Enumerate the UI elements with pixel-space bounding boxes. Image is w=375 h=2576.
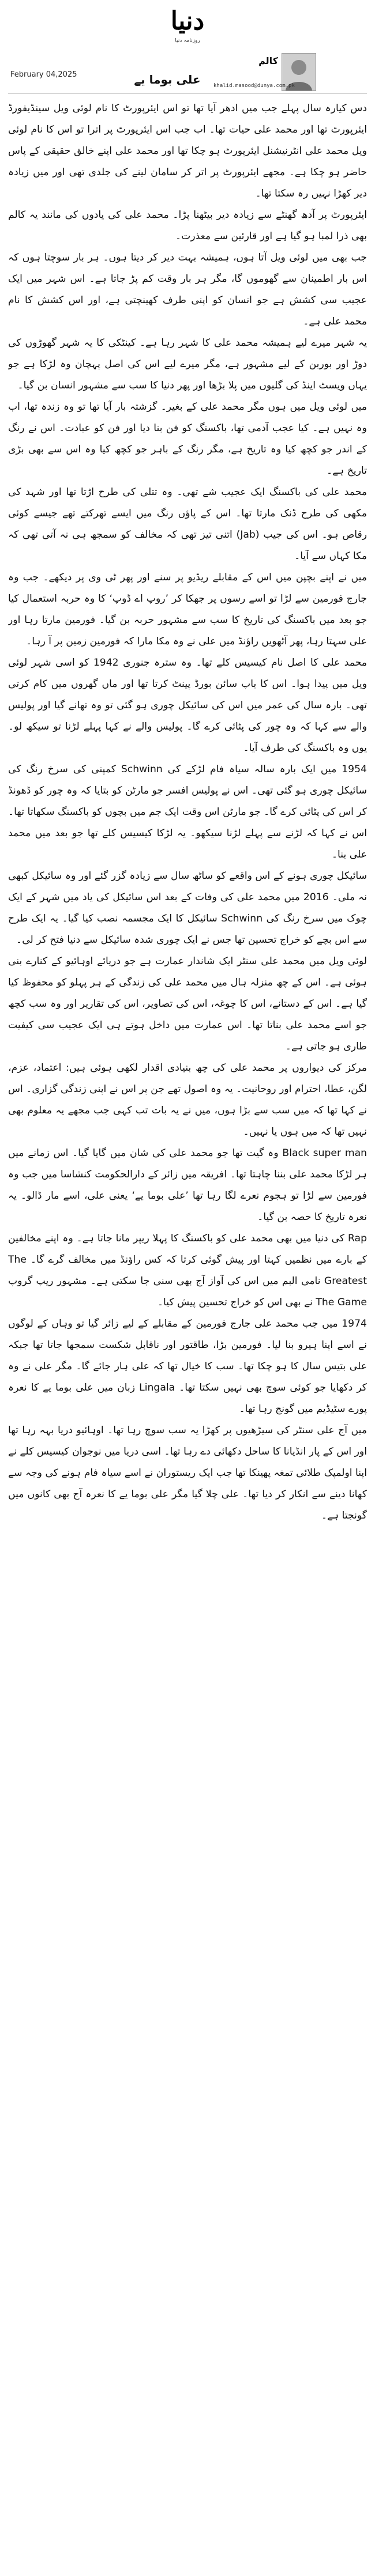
publish-date: February 04,2025	[10, 70, 77, 79]
paragraph: 1954 میں ایک بارہ سالہ سیاہ فام لڑکے کی Schwinn کمپنی کی سرخ رنگ کی سائیکل چوری ہو گئی تھی۔ اس نے پولیس افسر جو مارٹن کو بتایا کہ وہ چور کو ڈھونڈ کر اس کی پٹائی کرے گا۔ جو مارٹن اس وقت ایک جم میں بچوں کو باکسنگ سکھاتا تھا۔ اس نے کہا کہ لڑنے سے پہلے لڑنا سیکھو۔ یہ لڑکا کیسیس کلے تھا جو بعد میں محمد علی بنا۔	[8, 764, 367, 860]
logo-tagline: روزنامہ دنیا	[175, 38, 200, 44]
paragraph: دس کیارہ سال پہلے جب میں ادھر آیا تھا تو اس ایئرپورٹ کا نام لوئی ویل سینڈیفورڈ ایئرپورٹ تھا اور محمد علی حیات تھا۔ اب جب اس ایئرپورٹ پر اترا تو اس کا نام لوئی ویل محمد علی انٹرنیشنل ایئرپورٹ ہو چکا تھا اور محمد علی اپنے خالق حقیقی کے پاس حاضر ہو چکا ہے۔ مجھے ایئرپورٹ پر اتر کر سامان لینے کی جلدی تھی اور میں زیادہ دیر کھڑا نہیں رہ سکتا تھا۔	[8, 103, 367, 199]
paragraph: Rap کی دنیا میں بھی محمد علی کو باکسنگ کا پہلا ریپر مانا جاتا ہے۔ وہ اپنے مخالفین کے بارے میں نظمیں کہتا اور پیش گوئی کرتا کہ کس راؤنڈ میں مخالف گرے گا۔ The Greatest نامی البم میں اس کی آواز آج بھی سنی جا سکتی ہے۔ مشہور ریپ گروپ The Game نے بھی اس کو خراج تحسین پیش کیا۔	[8, 1233, 367, 1308]
paragraph: محمد علی کی باکسنگ ایک عجیب شے تھی۔ وہ تتلی کی طرح اڑتا تھا اور شہد کی مکھی کی طرح ڈنک مارتا تھا۔ اس کے پاؤں رنگ میں ایسے تھرکتے تھے جیسے کوئی رقاص ہو۔ اس کی جیب (Jab) اتنی تیز تھی کہ مخالف کو سمجھ ہی نہ آتی تھی کہ مکا کہاں سے آیا۔	[8, 486, 367, 562]
paragraph: یہ شہر میرے لیے ہمیشہ محمد علی کا شہر رہا ہے۔ کینٹکی کا یہ شہر گھوڑوں کی دوڑ اور بوربن کے لیے مشہور ہے، مگر میرے لیے اس کی اصل پہچان وہ لڑکا ہے جو یہاں ویسٹ اینڈ کی گلیوں میں پلا بڑھا اور پھر دنیا کا سب سے مشہور انسان بن گیا۔	[8, 337, 367, 391]
paragraph: مرکز کی دیواروں پر محمد علی کی چھ بنیادی اقدار لکھی ہوئی ہیں: اعتماد، عزم، لگن، عطا، احترام اور روحانیت۔ یہ وہ اصول تھے جن پر اس نے اپنی زندگی گزاری۔ اس نے کہا تھا کہ میں سب سے بڑا ہوں، میں نے یہ بات تب کہی جب مجھے یہ معلوم بھی نہیں تھا کہ میں ہوں یا نہیں۔	[8, 1062, 367, 1138]
paragraph: محمد علی کا اصل نام کیسیس کلے تھا۔ وہ سترہ جنوری 1942 کو اسی شہر لوئی ویل میں پیدا ہوا۔ اس کا باپ سائن بورڈ پینٹ کرتا تھا اور ماں گھروں میں کام کرتی تھی۔ بارہ سال کی عمر میں اس کی سائیکل چوری ہو گئی تو وہ تھانے گیا اور پولیس والے سے کہا کہ وہ چور کی پٹائی کرے گا۔ پولیس والے نے کہا پہلے لڑنا تو سیکھ لو۔ یوں وہ باکسنگ کی طرف آیا۔	[8, 657, 367, 754]
newspaper-logo	[156, 3, 219, 44]
columnist-email: khalid.masood@dunya.com.pk	[213, 83, 295, 89]
header-divider	[8, 93, 367, 94]
paragraph: میں لوئی ویل میں ہوں مگر محمد علی کے بغیر۔ گزشتہ بار آیا تھا تو وہ زندہ تھا، اب وہ نہیں ہے۔ کیا عجب آدمی تھا، باکسنگ کو فن بنا دیا اور فن کو عبادت۔ اس نے رنگ کے اندر جو کچھ کیا وہ تاریخ ہے، مگر رنگ کے باہر جو کچھ کیا وہ اس سے بھی بڑی تاریخ ہے۔	[8, 401, 367, 477]
article-title: علی بوما یے	[134, 73, 201, 86]
paragraph: سائیکل چوری ہونے کے اس واقعے کو ساٹھ سال سے زیادہ گزر گئے اور وہ سائیکل کبھی نہ ملی۔ 2016 میں محمد علی کی وفات کے بعد اس سائیکل کی یاد میں شہر کے ایک چوک میں سرخ رنگ کی Schwinn سائیکل کا ایک مجسمہ نصب کیا گیا۔ یہ ایک طرح سے اس بچے کو خراج تحسین تھا جس نے ایک چوری شدہ سائیکل سے دنیا فتح کر لی۔	[8, 870, 367, 946]
paragraph: لوئی ویل میں محمد علی سنٹر ایک شاندار عمارت ہے جو دریائے اوہائیو کے کنارے بنی ہوئی ہے۔ اس کے چھ منزلہ ہال میں محمد علی کی زندگی کے ہر پہلو کو محفوظ کیا گیا ہے۔ اس کے دستانے، اس کا چوغہ، اس کی تصاویر، اس کی تقاریر اور وہ سب کچھ جو اسے محمد علی بناتا تھا۔ اس عمارت میں داخل ہوتے ہی ایک عجیب سی کیفیت طاری ہو جاتی ہے۔	[8, 955, 367, 1052]
columnist-name: کالم	[258, 55, 278, 66]
paragraph: جب بھی میں لوئی ویل آتا ہوں، ہمیشہ بہت دیر کر دیتا ہوں۔ ہر بار سوچتا ہوں کہ اس بار اطمینان سے گھوموں گا، مگر ہر بار وقت کم پڑ جاتا ہے۔ اس شہر میں ایک عجیب سی کشش ہے جو انسان کو اپنی طرف کھینچتی ہے، اور اس کشش کا نام محمد علی ہے۔	[8, 252, 367, 327]
paragraph: 1974 میں جب محمد علی جارج فورمین کے مقابلے کے لیے زائر گیا تو وہاں کے لوگوں نے اسے اپنا ہیرو بنا لیا۔ فورمین بڑا، طاقتور اور ناقابل شکست سمجھا جاتا تھا جبکہ علی بتیس سال کا ہو چکا تھا۔ سب کا خیال تھا کہ علی ہار جائے گا۔ مگر علی نے وہ کر دکھایا جو کوئی سوچ بھی نہیں سکتا تھا۔ Lingala زبان میں علی بوما یے کا نعرہ پورے سٹیڈیم میں گونج رہا تھا۔	[8, 1318, 367, 1415]
paragraph: Black super man وہ گیت تھا جو محمد علی کی شان میں گایا گیا۔ اس زمانے میں ہر لڑکا محمد علی بننا چاہتا تھا۔ افریقہ میں زائر کے دارالحکومت کنشاسا میں جب وہ فورمین سے لڑا تو ہجوم نعرے لگا رہا تھا ’علی بوما یے‘ یعنی علی، اسے مار ڈالو۔ یہ نعرہ تاریخ کا حصہ بن گیا۔	[8, 1147, 367, 1223]
logo-text: دنیا	[170, 6, 205, 36]
paragraph: میں آج علی سنٹر کی سیڑھیوں پر کھڑا یہ سب سوچ رہا تھا۔ اوہائیو دریا بہہ رہا تھا اور اس کے پار انڈیانا کا ساحل دکھائی دے رہا تھا۔ اسی دریا میں نوجوان کیسیس کلے نے اپنا اولمپک طلائی تمغہ پھینکا تھا جب ایک ریستوران نے اسے سیاہ فام ہونے کی وجہ سے کھانا دینے سے انکار کر دیا تھا۔ علی چلا گیا مگر علی بوما یے کا نعرہ آج بھی کانوں میں گونجتا ہے۔	[8, 1425, 367, 1521]
paragraph: ایئرپورٹ پر آدھ گھنٹے سے زیادہ دیر بیٹھنا پڑا۔ محمد علی کی یادوں کی مانند یہ کالم بھی ذرا لمبا ہو گیا ہے اور قارئین سے معذرت۔	[8, 209, 367, 242]
article-body	[8, 98, 367, 2570]
paragraph: میں نے اپنے بچپن میں اس کے مقابلے ریڈیو پر سنے اور پھر ٹی وی پر دیکھے۔ جب وہ جارج فورمین سے لڑا تو اسے رسوں پر جھکا کر ’روپ اے ڈوپ‘ کا وہ حربہ استعمال کیا جو بعد میں باکسنگ کی تاریخ کا سب سے مشہور حربہ بن گیا۔ فورمین مارتا رہا اور علی سہتا رہا، پھر آٹھویں راؤنڈ میں علی نے وہ مکا مارا کہ فورمین زمین پر آ رہا۔	[8, 572, 367, 647]
masthead	[0, 0, 375, 92]
